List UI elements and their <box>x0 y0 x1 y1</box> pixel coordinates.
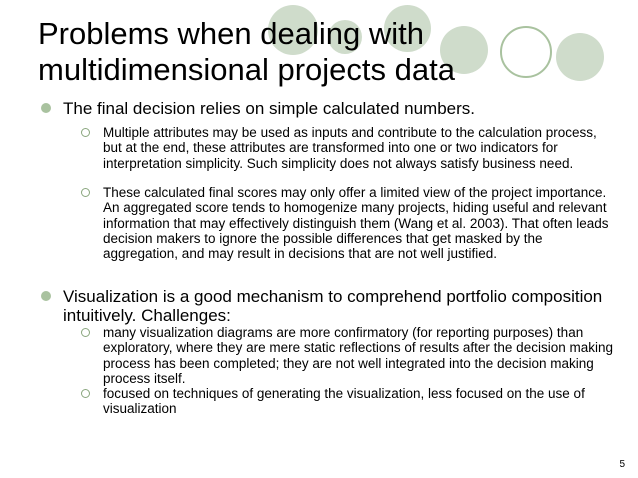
bullet-icon <box>41 291 51 301</box>
page-number: 5 <box>619 459 625 470</box>
slide-title: Problems when dealing with multidimensional projects data <box>38 16 455 87</box>
sub-bullet-text: many visualization diagrams are more confirmatory (for reporting purposes) than exploratory, where they are mere static reflections of results after the decision making process has been completed; they are not well integrated into the decision making process itself. <box>103 325 613 386</box>
sub-bullet-icon <box>81 188 90 197</box>
bullet-text: Visualization is a good mechanism to comprehend portfolio composition intuitively. Challenges: <box>63 287 603 325</box>
sub-bullet-icon <box>81 128 90 137</box>
sub-bullet-text: focused on techniques of generating the visualization, less focused on the use of visualization <box>103 386 585 417</box>
bullet-icon <box>41 103 51 113</box>
sub-bullet-text: These calculated final scores may only offer a limited view of the project importance. An aggregated score tends to homogenize many projects, hiding useful and relevant information that may effectively distinguish them (Wang et al. 2003). That often leads decision makers to ignore the possible differences that get masked by the aggregation, and may result in decisions that are not well justified. <box>103 185 609 262</box>
decorative-circle <box>556 33 604 81</box>
bullet-text: The final decision relies on simple calculated numbers. <box>63 99 475 118</box>
sub-bullet-icon <box>81 328 90 337</box>
sub-bullet-text: Multiple attributes may be used as inputs and contribute to the calculation process, but at the end, these attributes are transformed into one or two indicators for interpretation simplicity. Such simplicity does not always satisfy business need. <box>103 125 597 171</box>
sub-bullet-icon <box>81 389 90 398</box>
